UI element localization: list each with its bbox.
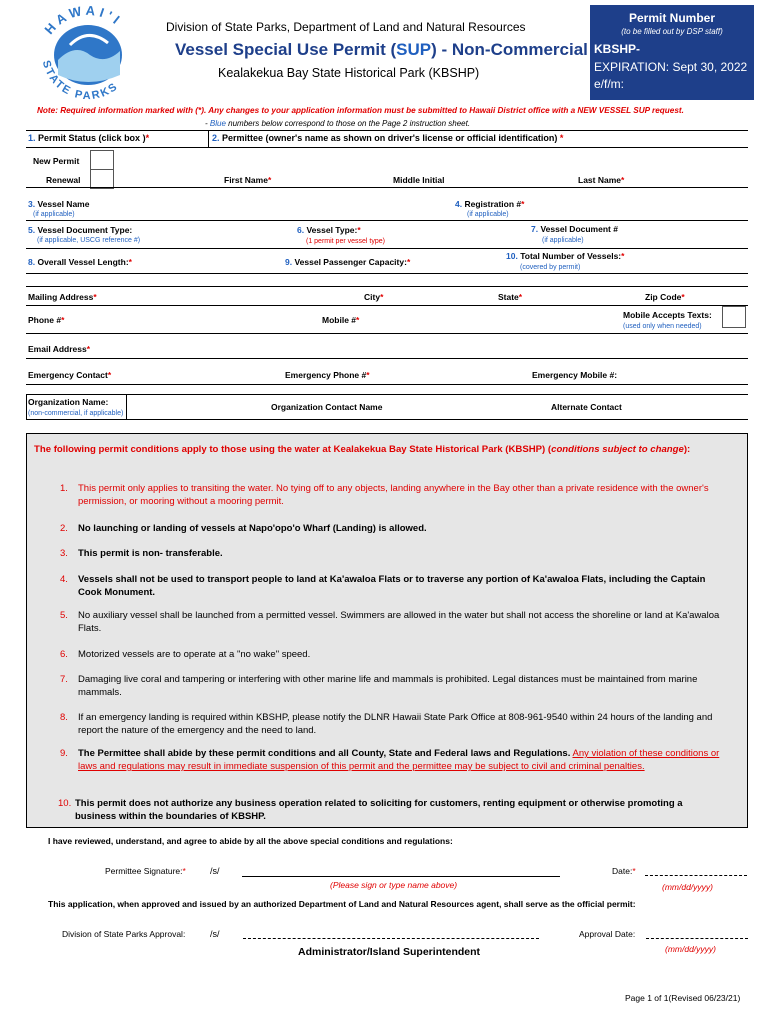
emergency-contact-text: Emergency Contact	[28, 370, 108, 380]
org-contact-label: Organization Contact Name	[271, 402, 383, 412]
expiration: EXPIRATION: Sept 30, 2022	[594, 60, 748, 74]
condition-text: This permit does not authorize any business operation related to soliciting for customers, renting equipment or otherwise promoting a business within the boundaries of KBSHP.	[75, 798, 683, 822]
vessel-name-label: 3. Vessel Name	[28, 199, 90, 209]
first-name-text: First Name	[224, 175, 268, 185]
total-vessels-label: 10. Total Number of Vessels:*	[506, 251, 625, 261]
title-suffix: ) - Non-Commercial	[431, 40, 588, 59]
conditions-heading-italic: conditions subject to change	[551, 444, 684, 455]
vessel-name-text: Vessel Name	[37, 199, 90, 209]
condition-6	[60, 648, 724, 661]
division-name: Division of State Parks, Department of Land and Natural Resources	[166, 20, 526, 34]
rule	[26, 358, 748, 359]
note-line-2-prefix: -	[205, 119, 210, 128]
mobile-label: Mobile #*	[322, 315, 360, 325]
rule	[26, 286, 748, 287]
approval-date-line	[646, 937, 748, 939]
condition-number: 5.	[60, 610, 68, 621]
slash-s: /s/	[210, 866, 220, 876]
note-line-2-suffix: numbers below correspond to those on the Page 2 instruction sheet.	[225, 119, 471, 128]
registration-text: Registration #	[464, 199, 522, 209]
title-sup: SUP	[396, 40, 432, 59]
renewal-checkbox[interactable]	[90, 169, 114, 189]
conditions-heading-end: ):	[683, 444, 691, 455]
vessel-length-label: 8. Overall Vessel Length:*	[28, 257, 132, 267]
vessel-type-text: Vessel Type:	[306, 225, 358, 235]
condition-text: No launching or landing of vessels at Napo'opo'o Wharf (Landing) is allowed.	[78, 523, 427, 534]
note-line-1: Note: Required information marked with (*). Any changes to your application information must be submitted to Hawaii District office with a NEW VESSEL SUP request.	[37, 106, 684, 115]
vessel-name-sub: (if applicable)	[33, 211, 75, 218]
rule	[26, 147, 748, 148]
park-name: Kealakekua Bay State Historical Park (KBSHP)	[218, 66, 480, 80]
rule	[26, 220, 748, 221]
condition-1	[60, 482, 724, 508]
registration-sub: (if applicable)	[467, 211, 509, 218]
signature-line[interactable]	[242, 876, 560, 877]
approval-statement: This application, when approved and issued by an authorized Department of Land and Natural Resources agent, shall serve as the official permit:	[48, 899, 636, 909]
last-name-text: Last Name	[578, 175, 621, 185]
emergency-contact-label: Emergency Contact*	[28, 370, 112, 380]
phone-label: Phone #*	[28, 315, 65, 325]
first-name-input[interactable]	[120, 150, 220, 166]
vessel-doc-type-sub: (if applicable, USCG reference #)	[37, 237, 141, 244]
approval-signature-line	[243, 937, 539, 939]
city-text: City	[364, 292, 381, 302]
administrator-label: Administrator/Island Superintendent	[298, 946, 481, 958]
condition-text: Vessels shall not be used to transport people to land at Ka'awaloa Flats or to traverse any portion of Ka'awaloa Flats, including the Captain Cook Monument.	[78, 574, 706, 598]
vessel-doc-type-text: Vessel Document Type:	[37, 225, 133, 235]
rule	[26, 384, 748, 385]
emergency-phone-label: Emergency Phone #*	[285, 370, 370, 380]
rule	[26, 130, 748, 131]
middle-initial-label: Middle Initial	[393, 175, 445, 185]
condition-number: 10.	[58, 798, 72, 809]
condition-4	[60, 573, 724, 599]
vessel-doc-number-text: Vessel Document #	[540, 224, 618, 234]
park-logo	[30, 5, 146, 101]
emergency-mobile-label: Emergency Mobile #:	[532, 370, 618, 380]
rule	[26, 419, 748, 420]
permit-id[interactable]: KBSHP-	[594, 42, 641, 56]
note-line-2	[205, 119, 470, 128]
condition-number: 6.	[60, 649, 68, 660]
condition-text: The Permittee shall abide by these permit conditions and all County, State and Federal laws and Regulations.	[78, 748, 571, 759]
title-prefix: Vessel Special Use Permit (	[175, 40, 397, 59]
note-blue-word: Blue	[209, 119, 226, 128]
date-format: (mm/dd/yyyy)	[662, 882, 713, 892]
page-footer: Page 1 of 1(Revised 06/23/21)	[625, 993, 741, 1003]
condition-10	[58, 797, 724, 823]
rule	[26, 187, 748, 188]
permit-number-sub: (to be filled out by DSP staff)	[621, 27, 723, 36]
condition-number: 2.	[60, 523, 68, 534]
form-title	[175, 40, 588, 60]
zip-text: Zip Code	[645, 292, 682, 302]
new-permit-checkbox[interactable]	[90, 150, 114, 170]
mailing-text: Mailing Address	[28, 292, 94, 302]
conditions-heading	[34, 444, 690, 455]
date-text: Date:	[612, 866, 633, 876]
condition-number: 3.	[60, 548, 68, 559]
city-label: City*	[364, 292, 384, 302]
passenger-capacity-text: Vessel Passenger Capacity:	[294, 257, 407, 267]
vessel-type-sub: (1 permit per vessel type)	[306, 238, 385, 245]
condition-9	[60, 747, 724, 773]
conditions-heading-main: The following permit conditions apply to those using the water at Kealakekua Bay State Historical Park (KBSHP) (	[34, 444, 552, 455]
condition-number: 1.	[60, 483, 68, 494]
renewal-label: Renewal	[46, 175, 81, 185]
state-label: State*	[498, 292, 523, 302]
total-vessels-text: Total Number of Vessels:	[520, 251, 622, 261]
condition-violation-link[interactable]: Any violation of these conditions or laws and regulations may result in immediate suspension of this permit and the permittee may be subject to civil and criminal penalties.	[78, 748, 720, 772]
mobile-texts-sub: (used only when needed)	[623, 323, 702, 330]
zip-label: Zip Code*	[645, 292, 685, 302]
org-name-sub: (non-commercial, if applicable)	[28, 410, 124, 417]
svg-text:STATE PARKS: STATE PARKS	[39, 59, 121, 101]
email-label: Email Address*	[28, 344, 91, 354]
date-label: Date:*	[612, 866, 636, 876]
phone-text: Phone #	[28, 315, 62, 325]
condition-number: 4.	[60, 574, 68, 585]
vessel-doc-number-sub: (if applicable)	[542, 237, 584, 244]
vessel-length-text: Overall Vessel Length:	[37, 257, 129, 267]
emergency-phone-text: Emergency Phone #	[285, 370, 367, 380]
condition-5	[60, 609, 724, 635]
permittee-text: Permittee (owner's name as shown on driver's license or official identification)	[222, 133, 558, 143]
vessel-doc-type-label: 5. Vessel Document Type:	[28, 225, 133, 235]
condition-text: Damaging live coral and tampering or interfering with other marine life and mammals is prohibited. Legal distances must be maintained from marine mammals.	[78, 674, 698, 698]
dsp-approval-label: Division of State Parks Approval:	[62, 929, 186, 939]
permit-status-label: 1. Permit Status (click box )*	[28, 133, 150, 143]
condition-text: Motorized vessels are to operate at a "no wake" speed.	[78, 649, 311, 660]
approval-date-format: (mm/dd/yyyy)	[665, 944, 716, 954]
permittee-signature-text: Permittee Signature:	[105, 866, 183, 876]
svg-text:HAWAI'I: HAWAI'I	[41, 5, 126, 38]
efm[interactable]: e/f/m:	[594, 77, 625, 91]
vessel-type-label: 6. Vessel Type:*	[297, 225, 361, 235]
rule	[26, 333, 748, 334]
mobile-texts-label: Mobile Accepts Texts:	[623, 310, 712, 320]
permit-number-box	[590, 5, 754, 100]
permittee-signature-label: Permittee Signature:*	[105, 866, 186, 876]
agree-statement: I have reviewed, understand, and agree to abide by all the above special conditions and regulations:	[48, 836, 453, 846]
condition-text: This permit only applies to transiting the water. No tying off to any objects, landing anywhere in the Bay other than a private residence with the owner's permission, or mooring without a mooring permit.	[78, 483, 709, 507]
divider	[126, 394, 127, 419]
mailing-address-label: Mailing Address*	[28, 292, 97, 302]
vessel-doc-number-label: 7. Vessel Document #	[531, 224, 618, 234]
divider	[208, 130, 209, 148]
condition-number: 7.	[60, 674, 68, 685]
condition-number: 9.	[60, 748, 68, 759]
condition-3	[60, 547, 724, 560]
rule	[26, 273, 748, 274]
rule	[26, 305, 748, 306]
approval-date-label: Approval Date:	[579, 929, 636, 939]
date-input[interactable]	[645, 874, 747, 876]
email-text: Email Address	[28, 344, 87, 354]
condition-text: No auxiliary vessel shall be launched from a permitted vessel. Swimmers are allowed in the water but shall not access the shoreline or land at Ka'awaloa Flats.	[78, 610, 720, 634]
signature-hint: (Please sign or type name above)	[330, 880, 458, 890]
first-name-label: First Name*	[224, 175, 272, 185]
condition-8	[60, 711, 724, 737]
condition-2	[60, 522, 724, 535]
total-vessels-sub: (covered by permit)	[520, 264, 581, 271]
mobile-texts-checkbox[interactable]	[722, 306, 746, 328]
condition-7	[60, 673, 724, 699]
new-permit-label: New Permit	[33, 156, 80, 166]
mobile-text: Mobile #	[322, 315, 357, 325]
permit-status-text: Permit Status (click box )	[38, 133, 146, 143]
rule	[26, 394, 748, 395]
permit-number-label: Permit Number	[628, 11, 716, 25]
slash-s-approval: /s/	[210, 929, 220, 939]
condition-number: 8.	[60, 712, 68, 723]
state-text: State	[498, 292, 519, 302]
org-name-label: Organization Name:	[28, 397, 109, 407]
condition-text: If an emergency landing is required within KBSHP, please notify the DLNR Hawaii State Park Office at 808-961-9540 within 24 hours of the landing and report the nature of the emergency and the need to land.	[78, 712, 713, 736]
last-name-label: Last Name*	[578, 175, 625, 185]
condition-text: This permit is non- transferable.	[78, 548, 223, 559]
rule	[26, 248, 748, 249]
condition-body	[78, 747, 724, 773]
divider	[26, 394, 27, 419]
registration-label: 4. Registration #*	[455, 199, 525, 209]
passenger-capacity-label: 9. Vessel Passenger Capacity:*	[285, 257, 411, 267]
alt-contact-label: Alternate Contact	[551, 402, 622, 412]
permittee-label: 2. Permittee (owner's name as shown on driver's license or official identification) *	[212, 133, 564, 143]
